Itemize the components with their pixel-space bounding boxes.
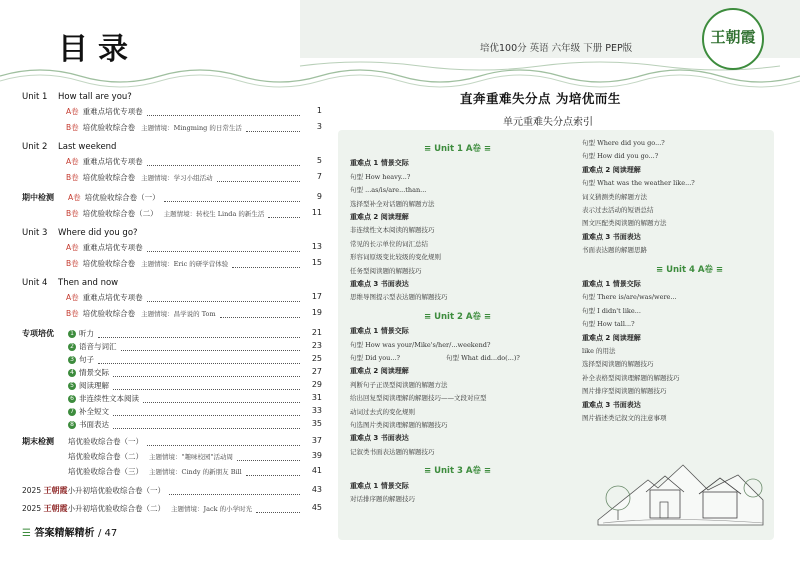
toc-unit-name: Then and now	[58, 278, 119, 288]
toc-entry[interactable]	[68, 380, 109, 391]
index-line: 句型 I didn't like...	[582, 306, 641, 315]
answer-key-icon: ☰	[22, 528, 31, 539]
index-line: 思维导图提示型表达题的解题技巧	[350, 293, 448, 302]
index-line: 句选图片类阅读理解题的解题技巧	[350, 421, 448, 429]
toc-unit-heading	[22, 142, 116, 152]
toc-leader-dots	[147, 165, 300, 166]
toc-unit-name: Where did you go?	[58, 228, 138, 238]
toc-page-number: 11	[311, 208, 322, 217]
index-heading: 重难点 1 情景交际	[350, 327, 409, 336]
index-line: 句型 There is/are/was/were...	[582, 293, 677, 302]
index-heading: 重难点 2 阅读理解	[582, 165, 641, 174]
toc-leader-dots	[232, 267, 300, 268]
index-line: 选择型阅读题的解题技巧	[582, 360, 654, 369]
toc-item-title: 重难点培优专项卷	[82, 107, 143, 116]
toc-leader-dots	[256, 512, 300, 513]
toc-number-badge: 8	[68, 421, 76, 429]
toc-entry[interactable]	[68, 466, 242, 477]
header-wave-decoration	[0, 54, 800, 88]
index-line: 给出回复型阅读理解的解题技巧——文段对应型	[350, 394, 487, 403]
index-unit-label: Unit 4 A卷	[666, 264, 713, 275]
answer-key-entry[interactable]	[22, 524, 117, 539]
toc-item-title: 书面表达	[79, 420, 109, 429]
toc-volume-tag: A卷	[66, 293, 79, 302]
index-heading: 重难点 2 阅读理解	[350, 213, 409, 221]
toc-unit-label: Unit 4	[22, 278, 48, 288]
toc-item-title: 培优验收综合卷（二）	[68, 452, 143, 461]
toc-volume-tag: B卷	[66, 259, 79, 268]
toc-entry[interactable]	[22, 192, 160, 203]
toc-page-number: 41	[311, 466, 322, 475]
toc-item-title: 听力	[79, 329, 94, 338]
toc-leader-dots	[113, 376, 300, 377]
toc-entry[interactable]	[66, 308, 216, 319]
index-line: 句型 How did you go...?	[582, 152, 659, 161]
toc-number-badge: 4	[68, 369, 76, 377]
index-heading: 重难点 2 阅读理解	[350, 367, 409, 376]
index-heading: 重难点 3 书面表达	[582, 232, 641, 241]
toc-item-title: 非连续性文本阅读	[79, 394, 139, 403]
toc-item-theme: 主题情境：转校生 Linda 的新生活	[163, 210, 265, 218]
toc-section-label: 期中检测	[22, 193, 54, 202]
toc-page-number: 15	[311, 258, 322, 267]
toc-year: 2025	[22, 486, 44, 495]
index-line: 对话排序题的解题技巧	[350, 495, 415, 503]
toc-item-title: 重难点培优专项卷	[82, 157, 143, 166]
toc-page-number: 21	[311, 328, 322, 337]
index-line: 图文匹配类阅读题的解题方法	[582, 219, 667, 228]
toc-entry[interactable]	[68, 436, 143, 447]
toc-page-number: 5	[316, 156, 322, 165]
toc-entry[interactable]	[68, 328, 94, 339]
toc-entry[interactable]	[66, 122, 242, 133]
toc-unit-name: Last weekend	[58, 142, 117, 152]
toc-item-title: 培优验收综合卷	[82, 173, 136, 182]
toc-volume-tag: A卷	[66, 157, 79, 166]
toc-page-number: 33	[311, 406, 322, 415]
toc-item-theme: 主题情境：昌学说的 Tom	[141, 310, 216, 318]
toc-section-label: 期末检测	[22, 437, 54, 446]
banner-decoration: ≡	[480, 311, 492, 322]
toc-item-title: 阅读理解	[79, 381, 109, 390]
toc-page-number: 23	[311, 341, 322, 350]
toc-item-title: 培优验收综合卷（二）	[82, 209, 158, 218]
index-line: 形容词原级变比较级的变化规则	[350, 253, 441, 262]
toc-page-number: 19	[311, 308, 322, 317]
toc-page-number: 35	[311, 419, 322, 428]
index-unit-banner	[424, 464, 491, 476]
toc-page-number: 25	[311, 354, 322, 363]
index-line: 表示过去活动的短语总结	[582, 206, 654, 214]
toc-leader-dots	[113, 415, 300, 416]
index-line: 图片排序型阅读题的解题技巧	[582, 387, 667, 396]
index-line: 补全表格型阅读理解题的解题技巧	[582, 373, 680, 382]
toc-leader-dots	[220, 317, 300, 318]
index-unit-label: Unit 2 A卷	[434, 311, 481, 322]
banner-decoration: ≡	[424, 311, 435, 322]
toc-volume-tag: B卷	[66, 209, 79, 218]
toc-entry[interactable]	[66, 172, 213, 183]
toc-volume-tag: B卷	[66, 123, 79, 132]
index-line: 句型 How heavy...?	[350, 172, 411, 181]
toc-unit-heading	[22, 278, 118, 288]
toc-entry[interactable]	[66, 106, 143, 117]
index-unit-label: Unit 1 A卷	[434, 144, 481, 154]
toc-entry[interactable]	[66, 242, 143, 253]
toc-item-title: 语音与词汇	[79, 342, 117, 351]
index-heading: 重难点 1 情景交际	[350, 481, 409, 490]
index-line: 非连续性文本阅读的解题技巧	[350, 226, 435, 235]
toc-page-number: 13	[311, 242, 322, 251]
toc-number-badge: 2	[68, 343, 76, 351]
toc-leader-dots	[121, 350, 301, 351]
index-line: 图片描述类记叙文的注意事项	[582, 414, 667, 422]
toc-entry[interactable]	[22, 485, 165, 496]
toc-item-title: 培优验收综合卷	[82, 309, 136, 318]
toc-leader-dots	[98, 337, 300, 338]
toc-item-title: 补全短文	[79, 407, 109, 416]
toc-item-title: 情景交际	[79, 368, 109, 377]
index-line: 动词过去式的变化规则	[350, 407, 415, 416]
toc-number-badge: 5	[68, 382, 76, 390]
toc-volume-tag: B卷	[66, 309, 79, 318]
toc-item-title: 培优验收综合卷（一）	[84, 193, 160, 202]
toc-entry[interactable]	[68, 451, 233, 462]
toc-section-label: 专项培优	[22, 329, 54, 338]
toc-item-title: 重难点培优专项卷	[82, 243, 143, 252]
answer-key-label: 答案精解精析	[34, 528, 95, 539]
toc-number-badge: 7	[68, 408, 76, 416]
index-line: 句型 What was the weather like...?	[582, 179, 695, 188]
index-unit-banner	[424, 142, 491, 154]
page-title: 目录	[58, 32, 138, 67]
toc-leader-dots	[217, 181, 300, 182]
index-line: 任务型阅读题的解题技巧	[350, 266, 422, 275]
index-line: 句型 How was your/Mike's/her/...weekend?	[350, 340, 491, 349]
index-heading: 重难点 3 书面表达	[582, 400, 641, 409]
banner-decoration: ≡	[656, 264, 667, 275]
banner-decoration: ≡	[480, 466, 492, 477]
toc-volume-tag: A卷	[68, 193, 81, 202]
toc-volume-tag: A卷	[66, 107, 79, 116]
toc-page-number: 1	[316, 106, 322, 115]
toc-item-title: 培优验收综合卷	[82, 259, 136, 268]
toc-leader-dots	[98, 363, 300, 364]
index-heading: 重难点 3 书面表达	[350, 280, 409, 288]
banner-decoration: ≡	[424, 144, 435, 154]
toc-entry[interactable]	[68, 367, 109, 378]
book-info: 培优100分 英语 六年级 下册 PEP版	[480, 43, 633, 54]
index-heading: 重难点 1 情景交际	[582, 280, 641, 288]
index-unit-banner	[656, 263, 723, 275]
index-line: 判断句子正误型阅读题的解题方法	[350, 380, 448, 389]
toc-page-number: 27	[311, 367, 322, 376]
toc-year: 2025	[22, 504, 44, 513]
toc-item-theme: 主题情境：Cindy 的新朋友 Bill	[149, 468, 242, 476]
index-line: 词义猜测类的解题方法	[582, 192, 647, 201]
toc-number-badge: 1	[68, 330, 76, 338]
toc-leader-dots	[147, 115, 300, 116]
index-line: 常见的长示单位的词汇总结	[350, 239, 428, 248]
toc-item-title: 句子	[79, 355, 94, 364]
index-line: 选择型补全对话题的解题方法	[350, 199, 435, 208]
toc-item-theme: 主题情境："趣味校园"活动周	[149, 453, 233, 461]
toc-entry[interactable]	[68, 354, 94, 365]
toc-entry[interactable]	[66, 292, 143, 303]
index-line: 句型 Did you...?	[350, 354, 401, 362]
toc-volume-tag: A卷	[66, 243, 79, 252]
toc-number-badge: 3	[68, 356, 76, 364]
toc-entry[interactable]	[68, 393, 139, 404]
header	[0, 0, 800, 86]
toc-item-title: 小升初培优验收综合卷（一）	[67, 486, 165, 495]
toc-unit-heading	[22, 92, 132, 102]
banner-decoration: ≡	[712, 264, 724, 275]
toc-item-title: 小升初培优验收综合卷（二）	[67, 504, 165, 513]
toc-leader-dots	[164, 201, 300, 202]
index-line: 句型 ...as/is/are...than...	[350, 186, 427, 195]
toc-item-title: 培优验收综合卷（三）	[68, 467, 143, 476]
toc-leader-dots	[147, 301, 300, 302]
banner-decoration: ≡	[480, 144, 492, 154]
index-line: 句型 How tall...?	[582, 320, 635, 329]
toc-brand-name: 王朝霞	[43, 503, 68, 513]
toc-page-number: 31	[311, 393, 322, 402]
index-line: 句型 What did...do(...)?	[446, 354, 520, 362]
toc-entry[interactable]	[68, 419, 109, 430]
index-line: 书面表达题的解题思路	[582, 246, 647, 255]
index-heading: 重难点 1 情景交际	[350, 159, 409, 168]
toc-entry[interactable]	[66, 208, 264, 219]
toc-leader-dots	[143, 402, 300, 403]
toc-entry[interactable]	[66, 258, 228, 269]
toc-unit-label: Unit 2	[22, 142, 48, 152]
index-title: 直奔重难失分点 为培优而生	[460, 91, 621, 106]
index-subtitle: 单元重难失分点索引	[503, 117, 593, 128]
toc-leader-dots	[113, 428, 300, 429]
toc-page-number: 17	[311, 292, 322, 301]
toc-item-theme: 主题情境：学习小组活动	[141, 174, 213, 182]
toc-unit-label: Unit 3	[22, 228, 48, 238]
toc-unit-label: Unit 1	[22, 92, 48, 102]
toc-item-title: 培优验收综合卷（一）	[68, 437, 143, 446]
toc-item-theme: 主题情境：Eric 的研学营体验	[141, 260, 229, 268]
toc-item-theme: 主题情境：Jack 的小学时光	[170, 505, 253, 513]
toc-entry[interactable]	[68, 341, 117, 352]
village-sketch-illustration	[588, 420, 768, 530]
toc-page-number: 39	[311, 451, 322, 460]
index-heading: 重难点 3 书面表达	[350, 434, 409, 443]
toc-leader-dots	[113, 389, 300, 390]
toc-entry[interactable]	[66, 156, 143, 167]
index-unit-banner	[424, 310, 491, 322]
toc-page-number: 37	[311, 436, 322, 445]
toc-volume-tag: B卷	[66, 173, 79, 182]
toc-page-number: 29	[311, 380, 322, 389]
toc-page-number: 43	[311, 485, 322, 494]
toc-leader-dots	[169, 494, 300, 495]
toc-leader-dots	[268, 217, 300, 218]
toc-leader-dots	[246, 131, 300, 132]
toc-page-number: 45	[311, 503, 322, 512]
toc-leader-dots	[246, 475, 300, 476]
toc-leader-dots	[147, 445, 300, 446]
index-line: 句型 Where did you go...?	[582, 139, 665, 147]
answer-key-page: / 47	[97, 528, 118, 539]
toc-item-title: 重难点培优专项卷	[82, 293, 143, 302]
toc-brand-name: 王朝霞	[43, 485, 68, 495]
toc-item-title: 培优验收综合卷	[82, 123, 136, 132]
toc-leader-dots	[147, 251, 300, 252]
toc-number-badge: 6	[68, 395, 76, 403]
toc-page-number: 3	[316, 122, 322, 131]
index-heading: 重难点 2 阅读理解	[582, 333, 641, 342]
toc-unit-heading	[22, 228, 138, 238]
index-unit-label: Unit 3 A卷	[434, 466, 481, 477]
toc-item-theme: 主题情境：Mingming 的日常生活	[141, 124, 242, 132]
index-line: like 的用法	[582, 347, 616, 355]
banner-decoration: ≡	[424, 466, 435, 477]
toc-entry[interactable]	[22, 503, 252, 514]
index-line: 记叙类书面表达题的解题技巧	[350, 447, 435, 456]
toc-entry[interactable]	[68, 406, 109, 417]
brand-logo-text: 王朝霞	[710, 28, 756, 46]
brand-logo	[702, 8, 764, 70]
toc-page-number: 7	[316, 172, 322, 181]
toc-page-number: 9	[316, 192, 322, 201]
toc-unit-name: How tall are you?	[58, 92, 132, 102]
toc-leader-dots	[237, 460, 300, 461]
